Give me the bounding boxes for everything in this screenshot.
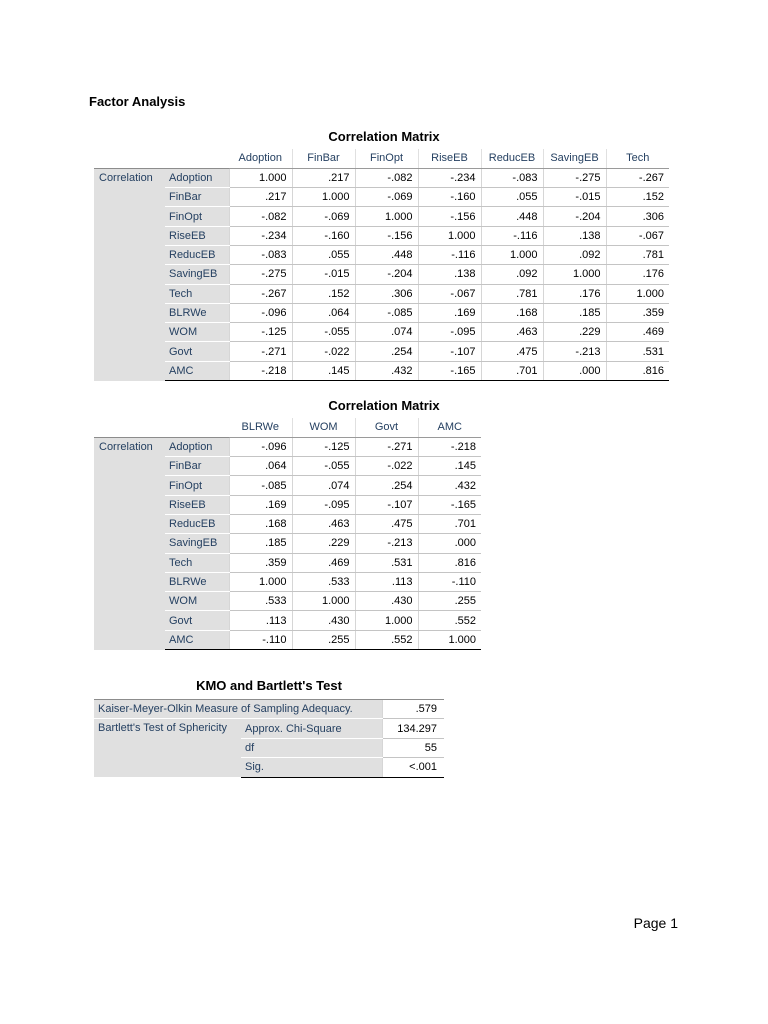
table-row [94, 284, 669, 303]
table-cell: 1.000 [229, 168, 292, 187]
table-row [94, 323, 669, 342]
row-group-label: Correlation [94, 168, 165, 380]
table-cell: .816 [418, 553, 481, 572]
table-cell: .113 [355, 572, 418, 591]
table1-title: Correlation Matrix [328, 129, 440, 144]
table-cell: .533 [229, 592, 292, 611]
table-cell: .176 [606, 265, 669, 284]
table-cell: .064 [292, 303, 355, 322]
table-cell: -.107 [418, 342, 481, 361]
row-label: Adoption [165, 437, 229, 456]
table-cell: -.204 [355, 265, 418, 284]
table-row [94, 437, 481, 456]
row-label: AMC [165, 361, 229, 380]
row-label: BLRWe [165, 572, 229, 591]
table-cell: -.271 [355, 437, 418, 456]
table-cell: .430 [355, 592, 418, 611]
table-row [94, 207, 669, 226]
table-cell: -.067 [606, 226, 669, 245]
table-cell: -.267 [229, 284, 292, 303]
table-cell: -.015 [543, 188, 606, 207]
table-cell: 1.000 [292, 188, 355, 207]
chi-square-row [94, 719, 444, 738]
table-cell: -.022 [292, 342, 355, 361]
row-label: WOM [165, 592, 229, 611]
chi-square-value: 134.297 [382, 719, 444, 738]
table-cell: .531 [355, 553, 418, 572]
table-cell: -.156 [355, 226, 418, 245]
table-row [94, 168, 669, 187]
table2-title: Correlation Matrix [328, 398, 440, 413]
row-label: FinOpt [165, 476, 229, 495]
table-cell: .138 [418, 265, 481, 284]
table-cell: -.082 [229, 207, 292, 226]
table-cell: .138 [543, 226, 606, 245]
column-header: Govt [355, 418, 418, 437]
table-cell: .092 [481, 265, 543, 284]
correlation-matrix-table-2 [94, 418, 481, 650]
table-row [94, 265, 669, 284]
table-cell: .255 [418, 592, 481, 611]
table-cell: -.218 [229, 361, 292, 380]
column-header: Adoption [229, 149, 292, 168]
table-cell: 1.000 [355, 611, 418, 630]
table-cell: .185 [229, 534, 292, 553]
column-header: SavingEB [543, 149, 606, 168]
table-cell: 1.000 [418, 630, 481, 649]
header-row [94, 149, 669, 168]
table-cell: 1.000 [606, 284, 669, 303]
header-blank [94, 418, 165, 437]
table-cell: .169 [418, 303, 481, 322]
bartlett-label: Bartlett's Test of Sphericity [94, 719, 241, 777]
table-cell: .055 [292, 245, 355, 264]
table-row [94, 342, 669, 361]
table-cell: .074 [355, 323, 418, 342]
sig-value: <.001 [382, 758, 444, 777]
table-cell: -.015 [292, 265, 355, 284]
table-cell: -.160 [292, 226, 355, 245]
table-cell: .168 [229, 514, 292, 533]
row-label: FinBar [165, 457, 229, 476]
table-cell: -.022 [355, 457, 418, 476]
table-cell: .359 [606, 303, 669, 322]
page-number: Page 1 [633, 915, 678, 931]
table-cell: .000 [418, 534, 481, 553]
table-cell: 1.000 [543, 265, 606, 284]
table-cell: .448 [355, 245, 418, 264]
table-cell: .145 [418, 457, 481, 476]
row-label: Tech [165, 553, 229, 572]
kmo-row [94, 700, 444, 719]
table-cell: -.095 [292, 495, 355, 514]
table-cell: .145 [292, 361, 355, 380]
df-label: df [241, 738, 382, 757]
correlation-matrix-table-1 [94, 149, 669, 381]
row-label: Tech [165, 284, 229, 303]
table-cell: -.267 [606, 168, 669, 187]
table-cell: -.165 [418, 495, 481, 514]
table-cell: .152 [606, 188, 669, 207]
table-cell: -.213 [355, 534, 418, 553]
table-cell: 1.000 [355, 207, 418, 226]
table-cell: .359 [229, 553, 292, 572]
table-cell: .432 [355, 361, 418, 380]
table-cell: .306 [606, 207, 669, 226]
table-cell: .074 [292, 476, 355, 495]
table-row [94, 188, 669, 207]
table-cell: -.069 [292, 207, 355, 226]
table-cell: .701 [481, 361, 543, 380]
column-header: Tech [606, 149, 669, 168]
sig-label: Sig. [241, 758, 382, 777]
table-cell: -.110 [229, 630, 292, 649]
row-label: AMC [165, 630, 229, 649]
header-blank [165, 149, 229, 168]
table-cell: .781 [606, 245, 669, 264]
table-cell: .463 [481, 323, 543, 342]
table-cell: .064 [229, 457, 292, 476]
row-label: Adoption [165, 168, 229, 187]
row-label: RiseEB [165, 226, 229, 245]
kmo-label: Kaiser-Meyer-Olkin Measure of Sampling Adequacy. [94, 700, 382, 719]
table-cell: .255 [292, 630, 355, 649]
table-cell: .448 [481, 207, 543, 226]
table-cell: -.069 [355, 188, 418, 207]
table-cell: -.204 [543, 207, 606, 226]
header-blank [94, 149, 165, 168]
table-row [94, 361, 669, 380]
table-cell: -.095 [418, 323, 481, 342]
table-cell: .254 [355, 342, 418, 361]
table-cell: .475 [355, 514, 418, 533]
table-cell: .701 [418, 514, 481, 533]
table-cell: 1.000 [418, 226, 481, 245]
table-cell: .463 [292, 514, 355, 533]
table-cell: -.125 [292, 437, 355, 456]
table-cell: .229 [292, 534, 355, 553]
column-header: WOM [292, 418, 355, 437]
table-cell: -.082 [355, 168, 418, 187]
table-cell: -.116 [481, 226, 543, 245]
table-cell: .469 [606, 323, 669, 342]
table-cell: .254 [355, 476, 418, 495]
row-label: ReducEB [165, 514, 229, 533]
table-cell: .055 [481, 188, 543, 207]
table-cell: -.275 [229, 265, 292, 284]
table-cell: .185 [543, 303, 606, 322]
table-cell: -.083 [481, 168, 543, 187]
table-cell: -.213 [543, 342, 606, 361]
table-cell: -.218 [418, 437, 481, 456]
table-cell: 1.000 [292, 592, 355, 611]
table-cell: -.096 [229, 303, 292, 322]
table-cell: -.271 [229, 342, 292, 361]
table-cell: -.085 [229, 476, 292, 495]
row-label: SavingEB [165, 534, 229, 553]
table-cell: .217 [292, 168, 355, 187]
table-cell: .168 [481, 303, 543, 322]
table-cell: .475 [481, 342, 543, 361]
table-cell: -.234 [229, 226, 292, 245]
table-cell: .000 [543, 361, 606, 380]
row-group-label: Correlation [94, 437, 165, 649]
table-cell: -.234 [418, 168, 481, 187]
table-cell: -.156 [418, 207, 481, 226]
row-label: FinBar [165, 188, 229, 207]
column-header: BLRWe [229, 418, 292, 437]
column-header: FinBar [292, 149, 355, 168]
table-cell: .430 [292, 611, 355, 630]
row-label: FinOpt [165, 207, 229, 226]
df-value: 55 [382, 738, 444, 757]
table-cell: .176 [543, 284, 606, 303]
table-cell: .816 [606, 361, 669, 380]
table-cell: 1.000 [481, 245, 543, 264]
row-label: ReducEB [165, 245, 229, 264]
table-cell: .781 [481, 284, 543, 303]
row-label: Govt [165, 342, 229, 361]
row-label: SavingEB [165, 265, 229, 284]
table-cell: .432 [418, 476, 481, 495]
table-cell: .469 [292, 553, 355, 572]
kmo-bartlett-table [94, 699, 444, 778]
table-cell: -.067 [418, 284, 481, 303]
table-cell: .533 [292, 572, 355, 591]
table-cell: .306 [355, 284, 418, 303]
table-row [94, 303, 669, 322]
table-cell: -.160 [418, 188, 481, 207]
section-heading: Factor Analysis [89, 94, 186, 109]
table-cell: .552 [355, 630, 418, 649]
table-cell: .531 [606, 342, 669, 361]
header-blank [165, 418, 229, 437]
row-label: RiseEB [165, 495, 229, 514]
column-header: FinOpt [355, 149, 418, 168]
row-label: Govt [165, 611, 229, 630]
table-cell: -.096 [229, 437, 292, 456]
table-cell: 1.000 [229, 572, 292, 591]
table-row [94, 226, 669, 245]
table-cell: -.275 [543, 168, 606, 187]
table-cell: -.110 [418, 572, 481, 591]
table-cell: .152 [292, 284, 355, 303]
chi-square-label: Approx. Chi-Square [241, 719, 382, 738]
table-cell: .229 [543, 323, 606, 342]
table-cell: .092 [543, 245, 606, 264]
table-cell: .552 [418, 611, 481, 630]
table-row [94, 245, 669, 264]
kmo-value: .579 [382, 700, 444, 719]
table-cell: -.107 [355, 495, 418, 514]
row-label: WOM [165, 323, 229, 342]
table-cell: .169 [229, 495, 292, 514]
row-label: BLRWe [165, 303, 229, 322]
table-cell: -.055 [292, 457, 355, 476]
column-header: ReducEB [481, 149, 543, 168]
header-row [94, 418, 481, 437]
table-cell: -.085 [355, 303, 418, 322]
kmo-title: KMO and Bartlett's Test [196, 678, 342, 693]
table-cell: -.083 [229, 245, 292, 264]
column-header: RiseEB [418, 149, 481, 168]
table-cell: -.165 [418, 361, 481, 380]
table-cell: -.055 [292, 323, 355, 342]
table-cell: .217 [229, 188, 292, 207]
table-cell: .113 [229, 611, 292, 630]
table-cell: -.116 [418, 245, 481, 264]
table-cell: -.125 [229, 323, 292, 342]
column-header: AMC [418, 418, 481, 437]
